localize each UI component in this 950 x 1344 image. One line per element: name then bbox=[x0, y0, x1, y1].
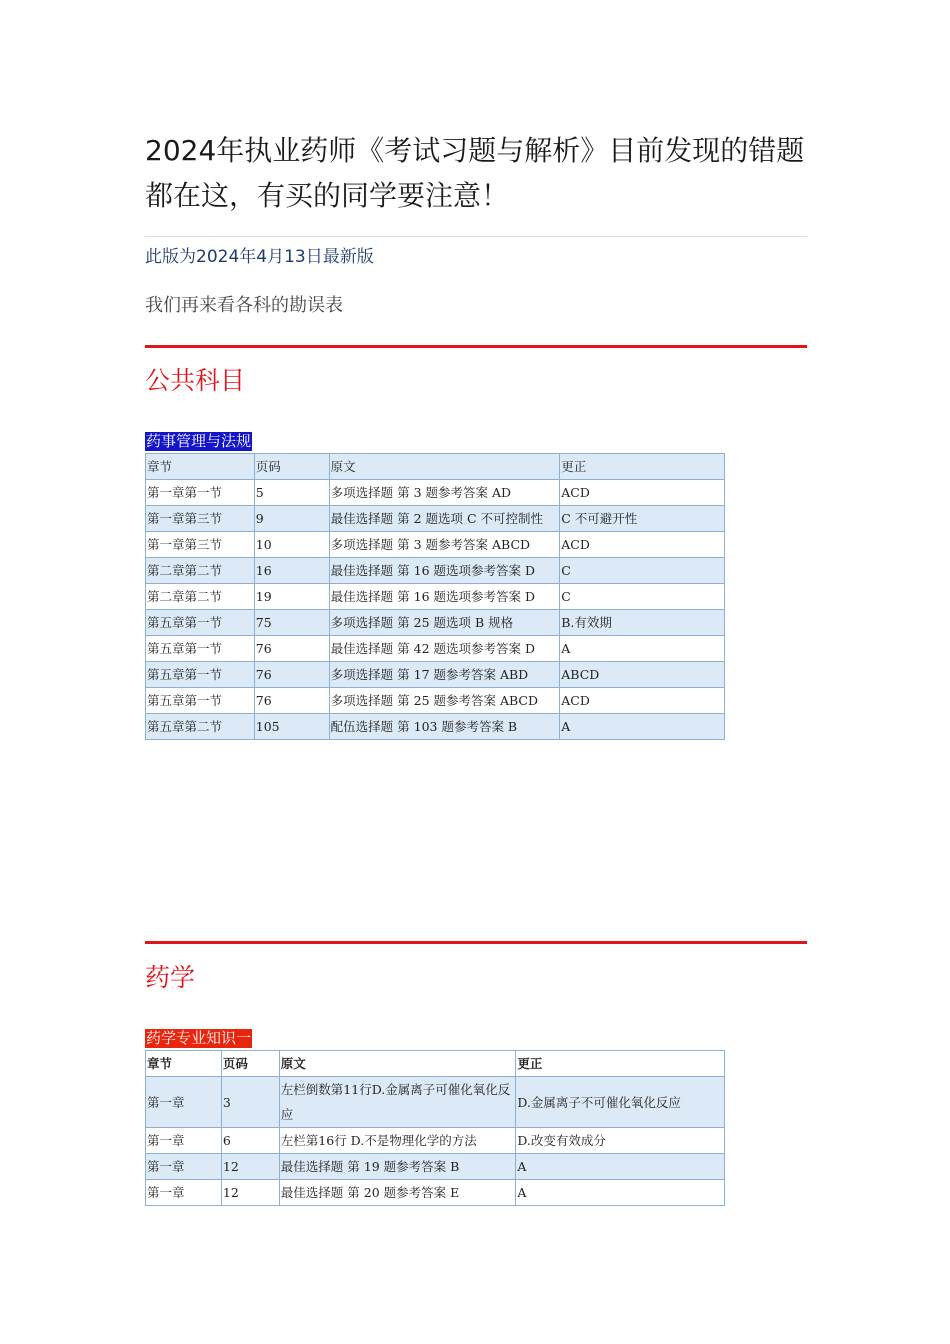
cell-correction: C bbox=[560, 558, 725, 584]
header-cell: 更正 bbox=[516, 1051, 725, 1077]
cell-chapter: 第五章第一节 bbox=[146, 636, 255, 662]
cell-page: 12 bbox=[221, 1154, 279, 1180]
table-row bbox=[146, 1180, 725, 1206]
table-row bbox=[146, 506, 725, 532]
errata-table-pharmacy-knowledge-1 bbox=[145, 1050, 725, 1206]
cell-chapter: 第一章第一节 bbox=[146, 480, 255, 506]
cell-original: 最佳选择题 第 19 题参考答案 B bbox=[279, 1154, 516, 1180]
cell-chapter: 第二章第二节 bbox=[146, 584, 255, 610]
section-divider bbox=[145, 345, 807, 348]
cell-original: 配伍选择题 第 103 题参考答案 B bbox=[329, 714, 560, 740]
cell-correction: ACD bbox=[560, 688, 725, 714]
cell-chapter: 第二章第二节 bbox=[146, 558, 255, 584]
table-row bbox=[146, 636, 725, 662]
cell-original: 最佳选择题 第 42 题选项参考答案 D bbox=[329, 636, 560, 662]
cell-original: 最佳选择题 第 20 题参考答案 E bbox=[279, 1180, 516, 1206]
table-row bbox=[146, 532, 725, 558]
cell-page: 12 bbox=[221, 1180, 279, 1206]
header-cell: 页码 bbox=[254, 454, 329, 480]
cell-correction: ABCD bbox=[560, 662, 725, 688]
page-title: 2024年执业药师《考试习题与解析》目前发现的错题都在这，有买的同学要注意！ bbox=[145, 134, 805, 212]
table-row bbox=[146, 662, 725, 688]
cell-page: 10 bbox=[254, 532, 329, 558]
section-heading-public: 公共科目 bbox=[145, 366, 246, 395]
table-row bbox=[146, 688, 725, 714]
cell-page: 3 bbox=[221, 1077, 279, 1128]
cell-page: 76 bbox=[254, 662, 329, 688]
cell-correction: D.金属离子不可催化氧化反应 bbox=[516, 1077, 725, 1128]
errata-table-pharmacy-law bbox=[145, 453, 725, 740]
table-header-row bbox=[146, 1051, 725, 1077]
table-row bbox=[146, 558, 725, 584]
table-row bbox=[146, 480, 725, 506]
header-cell: 页码 bbox=[221, 1051, 279, 1077]
cell-correction: A bbox=[516, 1154, 725, 1180]
cell-chapter: 第五章第一节 bbox=[146, 610, 255, 636]
cell-chapter: 第一章 bbox=[146, 1154, 222, 1180]
cell-page: 75 bbox=[254, 610, 329, 636]
cell-original: 最佳选择题 第 2 题选项 C 不可控制性 bbox=[329, 506, 560, 532]
table-row bbox=[146, 610, 725, 636]
intro-text: 我们再来看各科的勘误表 bbox=[145, 295, 343, 316]
cell-page: 19 bbox=[254, 584, 329, 610]
table-row bbox=[146, 584, 725, 610]
cell-correction: A bbox=[516, 1180, 725, 1206]
subject-label-pharmacy-knowledge-1: 药学专业知识一 bbox=[146, 1029, 252, 1047]
subject-label-pharmacy-law: 药事管理与法规 bbox=[146, 432, 252, 450]
cell-original: 多项选择题 第 25 题参考答案 ABCD bbox=[329, 688, 560, 714]
version-note: 此版为2024年4月13日最新版 bbox=[145, 247, 374, 267]
cell-page: 5 bbox=[254, 480, 329, 506]
cell-original: 多项选择题 第 3 题参考答案 AD bbox=[329, 480, 560, 506]
cell-page: 105 bbox=[254, 714, 329, 740]
cell-correction: A bbox=[560, 714, 725, 740]
cell-page: 76 bbox=[254, 636, 329, 662]
header-cell: 更正 bbox=[560, 454, 725, 480]
cell-original: 最佳选择题 第 16 题选项参考答案 D bbox=[329, 558, 560, 584]
table-row bbox=[146, 1077, 725, 1128]
header-cell: 章节 bbox=[146, 454, 255, 480]
cell-chapter: 第一章第三节 bbox=[146, 506, 255, 532]
cell-chapter: 第一章第三节 bbox=[146, 532, 255, 558]
table-header-row bbox=[146, 454, 725, 480]
cell-chapter: 第一章 bbox=[146, 1180, 222, 1206]
cell-correction: D.改变有效成分 bbox=[516, 1128, 725, 1154]
cell-original: 多项选择题 第 17 题参考答案 ABD bbox=[329, 662, 560, 688]
cell-correction: C bbox=[560, 584, 725, 610]
cell-chapter: 第一章 bbox=[146, 1128, 222, 1154]
table-row bbox=[146, 1154, 725, 1180]
cell-chapter: 第五章第二节 bbox=[146, 714, 255, 740]
cell-correction: A bbox=[560, 636, 725, 662]
cell-original: 最佳选择题 第 16 题选项参考答案 D bbox=[329, 584, 560, 610]
cell-correction: ACD bbox=[560, 480, 725, 506]
cell-original: 左栏倒数第11行D.金属离子可催化氧化反应 bbox=[279, 1077, 516, 1128]
section-divider bbox=[145, 941, 807, 944]
cell-original: 多项选择题 第 25 题选项 B 规格 bbox=[329, 610, 560, 636]
header-cell: 原文 bbox=[279, 1051, 516, 1077]
cell-original: 左栏第16行 D.不是物理化学的方法 bbox=[279, 1128, 516, 1154]
cell-chapter: 第一章 bbox=[146, 1077, 222, 1128]
header-cell: 章节 bbox=[146, 1051, 222, 1077]
section-heading-pharmacy: 药学 bbox=[145, 963, 196, 992]
cell-chapter: 第五章第一节 bbox=[146, 662, 255, 688]
header-cell: 原文 bbox=[329, 454, 560, 480]
cell-page: 9 bbox=[254, 506, 329, 532]
cell-correction: ACD bbox=[560, 532, 725, 558]
cell-page: 6 bbox=[221, 1128, 279, 1154]
cell-original: 多项选择题 第 3 题参考答案 ABCD bbox=[329, 532, 560, 558]
cell-correction: B.有效期 bbox=[560, 610, 725, 636]
cell-page: 76 bbox=[254, 688, 329, 714]
title-divider bbox=[145, 236, 807, 237]
cell-correction: C 不可避开性 bbox=[560, 506, 725, 532]
cell-page: 16 bbox=[254, 558, 329, 584]
table-row bbox=[146, 1128, 725, 1154]
table-row bbox=[146, 714, 725, 740]
cell-chapter: 第五章第一节 bbox=[146, 688, 255, 714]
